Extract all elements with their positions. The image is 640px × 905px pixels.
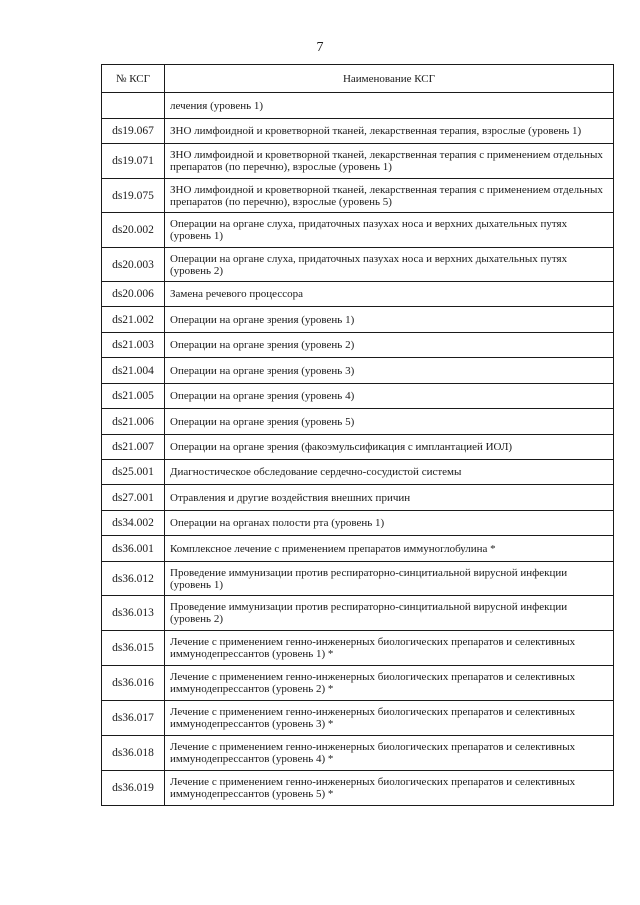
table-row	[102, 562, 614, 596]
ksg-code-cell: ds20.006	[102, 282, 165, 307]
ksg-name-cell: Лечение с применением генно-инженерных биологических препаратов и селективных иммунодепрессантов (уровень 3) *	[165, 701, 614, 736]
table-row	[102, 307, 614, 333]
table-row	[102, 333, 614, 358]
table-row	[102, 511, 614, 536]
table-header-row	[102, 65, 614, 93]
ksg-name-cell: Отравления и другие воздействия внешних причин	[165, 485, 614, 511]
table-row	[102, 771, 614, 806]
ksg-code-cell: ds36.001	[102, 536, 165, 562]
table-row	[102, 536, 614, 562]
table-row	[102, 248, 614, 282]
ksg-code-cell: ds36.012	[102, 562, 165, 596]
table-row	[102, 119, 614, 144]
ksg-code-cell: ds19.075	[102, 179, 165, 213]
ksg-name-cell: Комплексное лечение с применением препаратов иммуноглобулина *	[165, 536, 614, 562]
ksg-name-cell: Проведение иммунизации против респираторно-синцитиальной вирусной инфекции (уровень 2)	[165, 596, 614, 631]
table-row	[102, 409, 614, 435]
ksg-name-cell: Лечение с применением генно-инженерных биологических препаратов и селективных иммунодепрессантов (уровень 1) *	[165, 631, 614, 666]
ksg-code-cell: ds20.002	[102, 213, 165, 248]
ksg-name-cell: ЗНО лимфоидной и кроветворной тканей, лекарственная терапия с применением отдельных препаратов (по перечню), взрослые (уровень 5)	[165, 179, 614, 213]
ksg-name-cell: Замена речевого процессора	[165, 282, 614, 307]
ksg-name-cell: Операции на органе зрения (факоэмульсификация с имплантацией ИОЛ)	[165, 435, 614, 460]
ksg-table	[101, 64, 614, 806]
ksg-code-cell: ds21.007	[102, 435, 165, 460]
ksg-code-cell: ds36.019	[102, 771, 165, 806]
ksg-name-cell: Операции на органе зрения (уровень 2)	[165, 333, 614, 358]
ksg-code-cell: ds36.013	[102, 596, 165, 631]
table-row	[102, 701, 614, 736]
page-number: 7	[316, 40, 324, 55]
table-row	[102, 282, 614, 307]
ksg-name-cell: Лечение с применением генно-инженерных биологических препаратов и селективных иммунодепрессантов (уровень 2) *	[165, 666, 614, 701]
header-ksg-number: № КСГ	[102, 65, 165, 93]
ksg-name-cell: ЗНО лимфоидной и кроветворной тканей, лекарственная терапия с применением отдельных препаратов (по перечню), взрослые (уровень 1)	[165, 144, 614, 179]
ksg-name-cell: Операции на органе зрения (уровень 4)	[165, 384, 614, 409]
ksg-code-cell: ds36.016	[102, 666, 165, 701]
ksg-code-cell: ds36.015	[102, 631, 165, 666]
ksg-name-cell: Операции на органе зрения (уровень 5)	[165, 409, 614, 435]
ksg-code-cell: ds19.067	[102, 119, 165, 144]
ksg-code-cell: ds21.006	[102, 409, 165, 435]
header-ksg-name: Наименование КСГ	[165, 65, 614, 93]
table-row	[102, 666, 614, 701]
table-row	[102, 460, 614, 485]
table-row	[102, 213, 614, 248]
ksg-name-cell: ЗНО лимфоидной и кроветворной тканей, лекарственная терапия, взрослые (уровень 1)	[165, 119, 614, 144]
ksg-code-cell	[102, 93, 165, 119]
ksg-name-cell: Лечение с применением генно-инженерных биологических препаратов и селективных иммунодепрессантов (уровень 4) *	[165, 736, 614, 771]
ksg-name-cell: Диагностическое обследование сердечно-сосудистой системы	[165, 460, 614, 485]
ksg-code-cell: ds27.001	[102, 485, 165, 511]
table-row	[102, 631, 614, 666]
ksg-code-cell: ds25.001	[102, 460, 165, 485]
ksg-code-cell: ds19.071	[102, 144, 165, 179]
table-row	[102, 144, 614, 179]
table-row	[102, 485, 614, 511]
table-row	[102, 384, 614, 409]
ksg-name-cell: лечения (уровень 1)	[165, 93, 614, 119]
ksg-code-cell: ds36.018	[102, 736, 165, 771]
table-body	[102, 93, 614, 806]
table-row	[102, 179, 614, 213]
ksg-name-cell: Операции на органе слуха, придаточных пазухах носа и верхних дыхательных путях (уровень 2)	[165, 248, 614, 282]
table-row	[102, 435, 614, 460]
ksg-code-cell: ds20.003	[102, 248, 165, 282]
ksg-name-cell: Операции на органе зрения (уровень 1)	[165, 307, 614, 333]
ksg-code-cell: ds34.002	[102, 511, 165, 536]
table-row	[102, 736, 614, 771]
table-row	[102, 93, 614, 119]
ksg-name-cell: Операции на органе слуха, придаточных пазухах носа и верхних дыхательных путях (уровень 1)	[165, 213, 614, 248]
ksg-code-cell: ds36.017	[102, 701, 165, 736]
ksg-code-cell: ds21.002	[102, 307, 165, 333]
table-row	[102, 358, 614, 384]
ksg-name-cell: Проведение иммунизации против респираторно-синцитиальной вирусной инфекции (уровень 1)	[165, 562, 614, 596]
ksg-name-cell: Операции на органе зрения (уровень 3)	[165, 358, 614, 384]
table-row	[102, 596, 614, 631]
ksg-name-cell: Лечение с применением генно-инженерных биологических препаратов и селективных иммунодепрессантов (уровень 5) *	[165, 771, 614, 806]
ksg-code-cell: ds21.005	[102, 384, 165, 409]
ksg-code-cell: ds21.004	[102, 358, 165, 384]
ksg-code-cell: ds21.003	[102, 333, 165, 358]
ksg-name-cell: Операции на органах полости рта (уровень 1)	[165, 511, 614, 536]
